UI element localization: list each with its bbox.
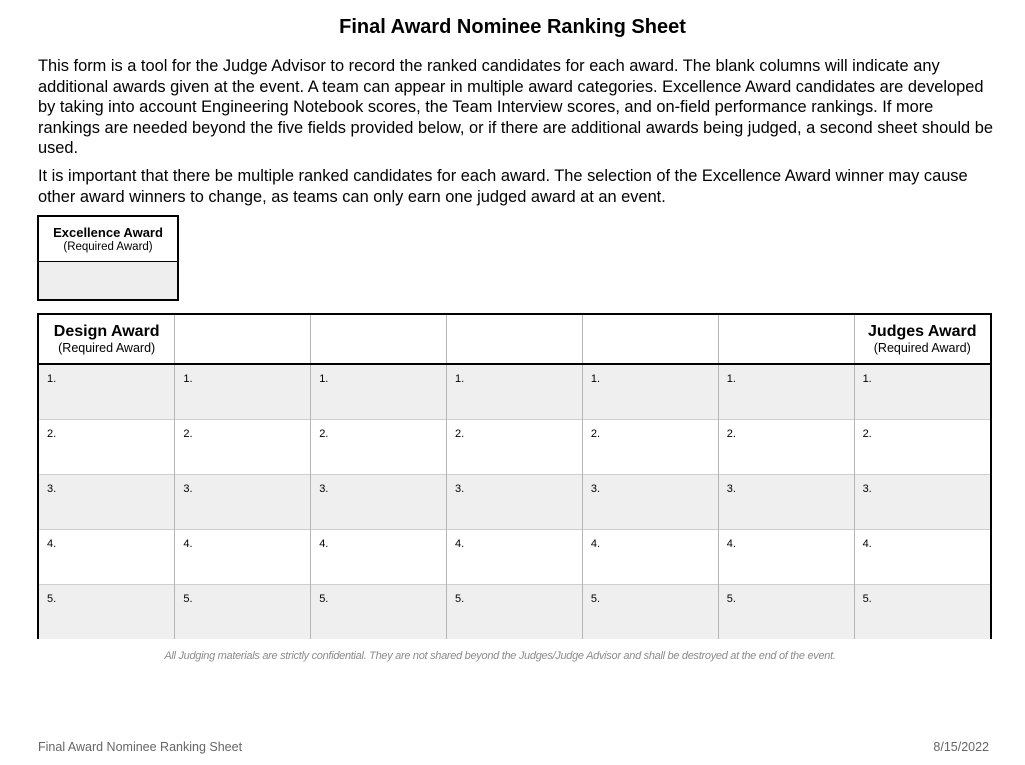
- rank-cell[interactable]: 1.: [175, 364, 311, 420]
- rank-cell[interactable]: 5.: [447, 585, 583, 640]
- rank-cell[interactable]: 5.: [39, 585, 175, 640]
- excellence-award-header: [39, 217, 177, 262]
- rank-cell[interactable]: 4.: [39, 530, 175, 585]
- rank-cell[interactable]: 2.: [718, 420, 854, 475]
- excellence-award-entry[interactable]: [39, 262, 177, 299]
- page-title: Final Award Nominee Ranking Sheet: [339, 16, 686, 38]
- award-column-header[interactable]: Design Award (Required Award): [39, 315, 175, 364]
- rank-cell[interactable]: 3.: [718, 475, 854, 530]
- rank-cell[interactable]: 4.: [311, 530, 447, 585]
- rank-cell[interactable]: 3.: [447, 475, 583, 530]
- award-column-header[interactable]: [175, 315, 311, 364]
- rank-cell[interactable]: 5.: [175, 585, 311, 640]
- rank-cell[interactable]: 1.: [39, 364, 175, 420]
- award-column-header[interactable]: Judges Award (Required Award): [854, 315, 990, 364]
- rank-cell[interactable]: 5.: [582, 585, 718, 640]
- rank-cell[interactable]: 2.: [39, 420, 175, 475]
- confidential-note: All Judging materials are strictly confidential. They are not shared beyond the Judges/Judge Advisor and shall be destroyed at the end of the event.: [164, 650, 836, 662]
- rank-cell[interactable]: 4.: [854, 530, 990, 585]
- rank-cell[interactable]: 2.: [582, 420, 718, 475]
- rank-cell[interactable]: 3.: [311, 475, 447, 530]
- rank-cell[interactable]: 5.: [311, 585, 447, 640]
- rank-cell[interactable]: 3.: [175, 475, 311, 530]
- intro-paragraph: This form is a tool for the Judge Advisor to record the ranked candidates for each award. The blank columns will indicate any additional awards given at the event. A team can appear in multiple award categories. Excellence Award candidates are developed by taking into account Engineering Notebook scores, the Team Interview scores, and on-field performance rankings. If more rankings are needed beyond the five fields provided below, or if there are additional awards being judged, a second sheet should be used.: [38, 57, 993, 157]
- rank-cell[interactable]: 1.: [582, 364, 718, 420]
- award-column-header[interactable]: [582, 315, 718, 364]
- award-header-row: [39, 315, 990, 364]
- rank-cell[interactable]: 4.: [175, 530, 311, 585]
- rank-cell[interactable]: 1.: [447, 364, 583, 420]
- rank-cell[interactable]: 1.: [718, 364, 854, 420]
- rank-row: [39, 475, 990, 530]
- rank-row: [39, 530, 990, 585]
- award-column-header[interactable]: [718, 315, 854, 364]
- rank-cell[interactable]: 3.: [854, 475, 990, 530]
- excellence-award-box: [37, 215, 179, 301]
- footer-date: 8/15/2022: [933, 740, 989, 754]
- rank-cell[interactable]: 2.: [447, 420, 583, 475]
- rank-row: [39, 364, 990, 420]
- rank-cell[interactable]: 2.: [175, 420, 311, 475]
- rank-cell[interactable]: 2.: [854, 420, 990, 475]
- excellence-award-subtitle: (Required Award): [63, 241, 153, 253]
- rank-cell[interactable]: 1.: [854, 364, 990, 420]
- rank-cell[interactable]: 1.: [311, 364, 447, 420]
- award-ranking-table: [37, 313, 992, 639]
- excellence-award-name: Excellence Award: [53, 225, 163, 240]
- importance-paragraph: It is important that there be multiple ranked candidates for each award. The selection of the Excellence Award winner may cause other award winners to change, as teams can only earn one judged award at an event.: [38, 167, 968, 206]
- rank-row: [39, 585, 990, 640]
- rank-cell[interactable]: 5.: [854, 585, 990, 640]
- rank-row: [39, 420, 990, 475]
- award-column-header[interactable]: [447, 315, 583, 364]
- footer-title: Final Award Nominee Ranking Sheet: [38, 740, 243, 754]
- rank-cell[interactable]: 4.: [447, 530, 583, 585]
- rank-cell[interactable]: 3.: [582, 475, 718, 530]
- rank-cell[interactable]: 2.: [311, 420, 447, 475]
- rank-cell[interactable]: 4.: [582, 530, 718, 585]
- rank-cell[interactable]: 4.: [718, 530, 854, 585]
- award-column-header[interactable]: [311, 315, 447, 364]
- rank-cell[interactable]: 3.: [39, 475, 175, 530]
- rank-cell[interactable]: 5.: [718, 585, 854, 640]
